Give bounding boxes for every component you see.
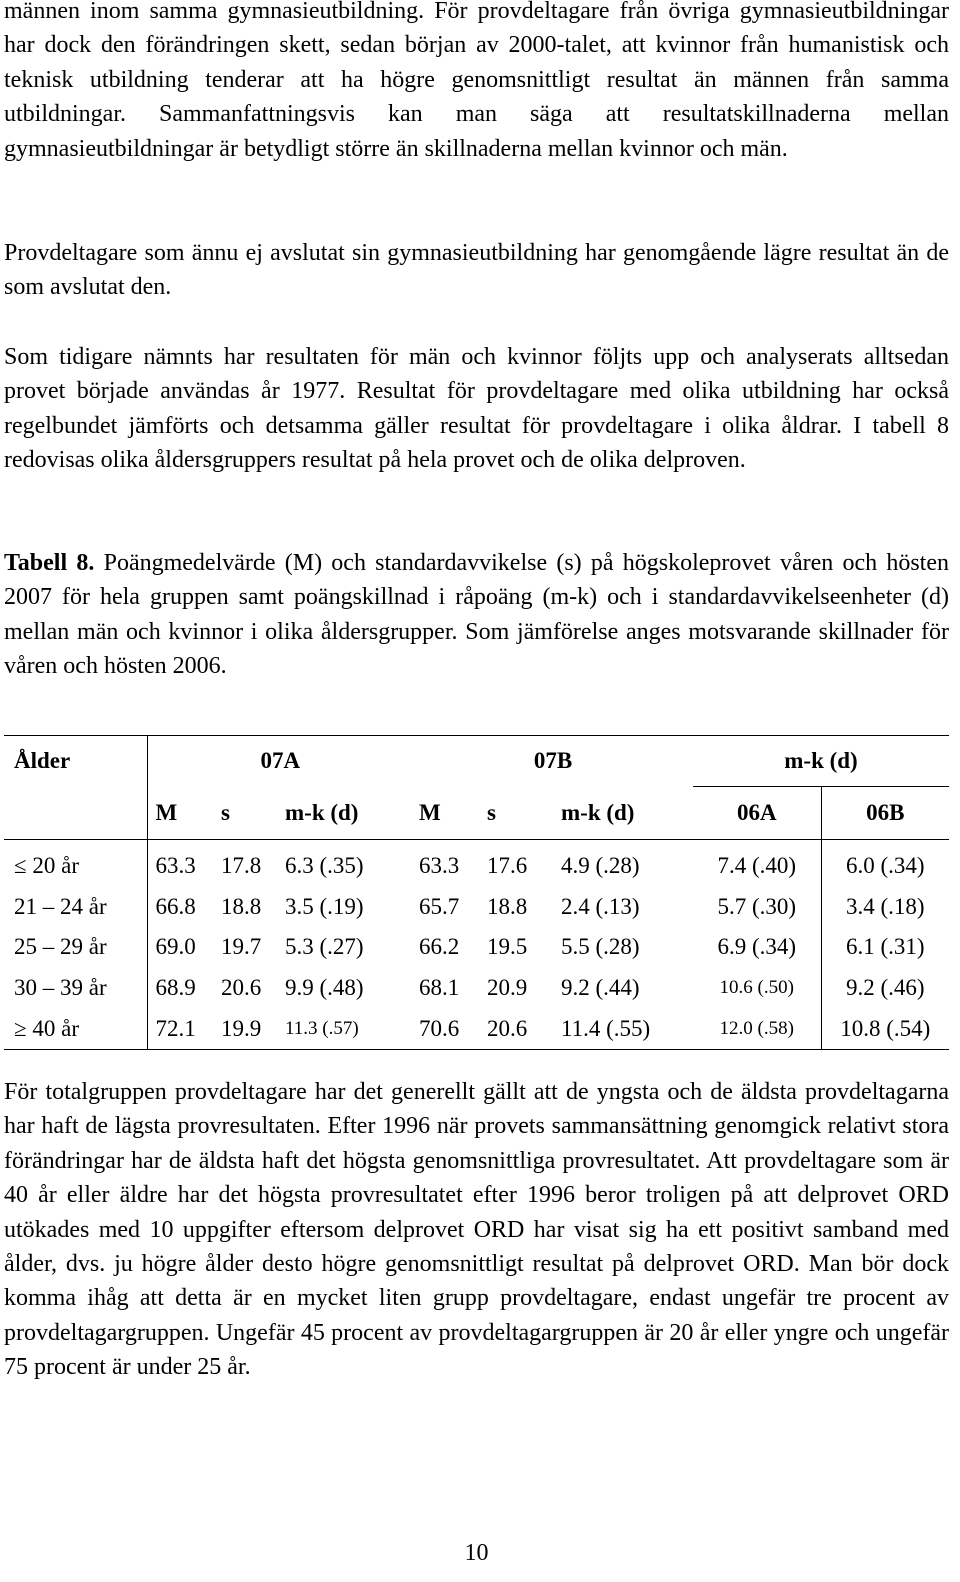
cell-06a: 10.6 (.50) xyxy=(719,977,794,999)
cell-age: ≤ 20 år xyxy=(14,853,79,879)
header-07a-s: s xyxy=(207,787,285,840)
cell-07a-s: 19.9 xyxy=(207,1008,285,1049)
page-number: 10 xyxy=(464,1540,489,1566)
cell-07a-m: 69.0 xyxy=(147,927,207,968)
cell-age: 25 – 29 år xyxy=(14,934,107,960)
paragraph-unfinished-education: Provdeltagare som ännu ej avslutat sin gymnasieutbildning har genomgående lägre resultat än de som avslutat den. xyxy=(4,240,949,301)
table-caption xyxy=(4,546,949,684)
cell-07a-s: 17.8 xyxy=(221,853,262,879)
header-07b: 07B xyxy=(413,736,693,787)
cell-age: ≥ 40 år xyxy=(4,1008,147,1049)
cell-06a: 6.9 (.34) xyxy=(717,934,797,960)
table-row xyxy=(4,840,949,887)
cell-07a-mk: 9.9 (.48) xyxy=(285,975,364,1001)
cell-07b-m: 65.7 xyxy=(419,893,460,919)
cell-07b-s: 19.5 xyxy=(487,934,528,960)
table-row xyxy=(4,887,949,928)
cell-06a: 12.0 (.58) xyxy=(693,1008,821,1049)
cell-07b-m: 66.2 xyxy=(419,934,460,960)
cell-06b: 9.2 (.46) xyxy=(821,968,949,1009)
table-row xyxy=(4,968,949,1009)
header-07a: 07A xyxy=(147,736,413,787)
cell-07b-s: 20.9 xyxy=(487,975,528,1001)
cell-06b: 3.4 (.18) xyxy=(821,887,949,928)
cell-07a-m: 66.8 xyxy=(147,887,207,928)
cell-07b-s: 20.6 xyxy=(473,1008,551,1049)
table-header-row-columns xyxy=(4,787,949,840)
header-07b-mk: m-k (d) xyxy=(551,787,693,840)
cell-07b-s: 17.6 xyxy=(487,853,528,879)
cell-06a: 5.7 (.30) xyxy=(717,893,797,919)
header-age: Ålder xyxy=(4,736,147,787)
table-header-row-groups xyxy=(4,736,949,787)
table-caption-text: Poängmedelvärde (M) och standardavvikelse (s) på högskoleprovet våren och hösten 2007 för hela gruppen samt poängskillnad i råpoäng (m-k) och i standardavvikelseenheter (d) mellan män och kvinnor i olika åldersgrupper. Som jämförelse anges motsvarande skillnader för våren och hösten 2006. xyxy=(4,550,950,680)
age-results-table xyxy=(4,735,949,1050)
cell-07b-m: 63.3 xyxy=(419,853,460,879)
header-mk-d: m-k (d) xyxy=(693,736,949,787)
header-empty xyxy=(4,787,147,840)
cell-07a-s: 18.8 xyxy=(221,893,262,919)
header-07b-m: M xyxy=(413,787,473,840)
cell-07b-mk: 2.4 (.13) xyxy=(561,893,640,919)
cell-06b: 10.8 (.54) xyxy=(821,1008,949,1049)
cell-07a-mk: 11.3 (.57) xyxy=(285,1008,413,1049)
cell-07b-mk: 5.5 (.28) xyxy=(561,934,640,960)
table-row xyxy=(4,927,949,968)
paragraph-intro: männen inom samma gymnasieutbildning. För provdeltagare från övriga gymnasieutbildningar har dock den förändringen skett, sedan början av 2000-talet, att kvinnor från humanistisk och teknisk utbildning tenderar att ha högre genomsnittligt resultat än männen från samma utbildningar. Sammanfattningsvis kan man säga att resultatskillnaderna mellan gymnasieutbildningar är betydligt större än skillnaderna mellan kvinnor och män. xyxy=(4,0,949,162)
table-row xyxy=(4,1008,949,1049)
cell-07b-mk: 11.4 (.55) xyxy=(551,1008,693,1049)
cell-07a-s: 19.7 xyxy=(221,934,262,960)
header-06a: 06A xyxy=(693,787,821,840)
paragraph-age-analysis: Som tidigare nämnts har resultaten för män och kvinnor följts upp och analyserats alltsedan provet började användas år 1977. Resultat för provdeltagare med olika utbildning har också regelbundet jämförts och detsamma gäller resultat för provdeltagare i olika åldrar. I tabell 8 redovisas olika åldersgruppers resultat på hela provet och de olika delproven. xyxy=(4,344,949,474)
cell-07a-s: 20.6 xyxy=(221,975,262,1001)
header-07a-m: M xyxy=(147,787,207,840)
cell-07a-m: 63.3 xyxy=(147,840,207,887)
cell-07b-mk: 4.9 (.28) xyxy=(561,853,640,879)
cell-06b: 6.0 (.34) xyxy=(821,840,949,887)
header-07b-s: s xyxy=(473,787,551,840)
cell-07b-m: 68.1 xyxy=(419,975,460,1001)
cell-07b-m: 70.6 xyxy=(413,1008,473,1049)
table-caption-label: Tabell 8. xyxy=(4,550,95,576)
cell-07a-m: 68.9 xyxy=(147,968,207,1009)
cell-07b-s: 18.8 xyxy=(487,893,528,919)
cell-07a-mk: 3.5 (.19) xyxy=(285,893,364,919)
cell-age: 30 – 39 år xyxy=(14,975,107,1001)
header-07a-mk: m-k (d) xyxy=(285,787,413,840)
header-06b: 06B xyxy=(821,787,949,840)
cell-07a-m: 72.1 xyxy=(147,1008,207,1049)
paragraph-total-group: För totalgruppen provdeltagare har det generellt gällt att de yngsta och de äldsta provdeltagarna har haft de lägsta provresultaten. Efter 1996 när provets sammansättning genomgick relativt stora förändringar har de äldsta haft det högsta genomsnittliga provresultatet. Att provdeltagare som är 40 år eller äldre har det högsta provresultatet efter 1996 beror troligen på att delprovet ORD utökades med 10 uppgifter eftersom delprovet ORD har visat sig ha ett positivt samband med ålder, dvs. ju högre ålder desto högre genomsnittligt resultat på delprovet ORD. Man bör dock komma ihåg att detta är en mycket liten grupp provdeltagare, endast ungefär tre procent av provdeltagargruppen. Ungefär 45 procent av provdeltagargruppen är 20 år eller yngre och ungefär 75 procent är under 25 år. xyxy=(4,1079,949,1381)
cell-06b: 6.1 (.31) xyxy=(821,927,949,968)
cell-07a-mk: 5.3 (.27) xyxy=(285,934,364,960)
cell-age: 21 – 24 år xyxy=(14,893,107,919)
cell-06a: 7.4 (.40) xyxy=(717,853,797,879)
cell-07a-mk: 6.3 (.35) xyxy=(285,853,364,879)
cell-07b-mk: 9.2 (.44) xyxy=(561,975,640,1001)
